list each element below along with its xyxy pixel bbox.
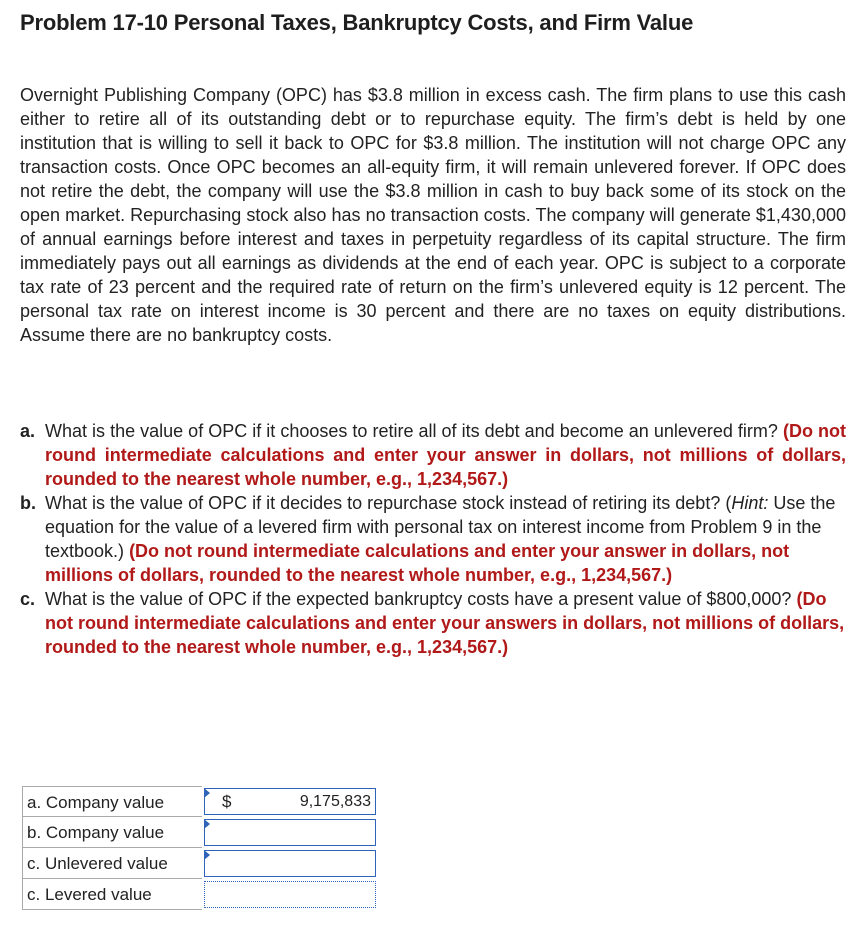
question-a-instruction: (Do not round intermediate calculations and enter your answer in dollars, not millions of dollars, rounded to the nearest whole number, e.g., 1,234,567.) — [45, 421, 846, 489]
answer-label-b-company-value: b. Company value — [22, 817, 202, 848]
question-b-letter: b. — [20, 493, 36, 513]
question-c — [20, 587, 846, 659]
answer-table — [22, 786, 378, 910]
question-b-body — [45, 491, 846, 587]
answer-input-b-company-value[interactable] — [237, 820, 373, 845]
question-c-body — [45, 587, 846, 659]
question-a-body — [45, 419, 846, 491]
answer-marker-icon — [204, 788, 210, 798]
question-c-instruction: (Do not round intermediate calculations and enter your answers in dollars, not millions of dollars, rounded to the nearest whole number, e.g., 1,234,567.) — [45, 589, 845, 657]
question-b-text: What is the value of OPC if it decides to repurchase stock instead of retiring its debt? ( — [45, 493, 732, 513]
answer-label-c-unlevered-value: c. Unlevered value — [22, 848, 202, 879]
answer-input-c-levered-value[interactable] — [237, 882, 373, 907]
answer-cell-c-unlevered-value — [204, 850, 376, 877]
answer-cell-c-levered-value — [204, 881, 376, 908]
answer-row-a-company-value — [22, 786, 378, 817]
answer-input-a-company-value[interactable] — [237, 789, 373, 814]
problem-statement: Overnight Publishing Company (OPC) has $3.8 million in excess cash. The firm plans to use this cash either to retire all of its outstanding debt or to repurchase equity. The firm’s debt is held by one institution that is willing to sell it back to OPC for $3.8 million. The institution will not charge OPC any transaction costs. Once OPC becomes an all-equity firm, it will remain unlevered forever. If OPC does not retire the debt, the company will use the $3.8 million in cash to buy back some of its stock on the open market. Repurchasing stock also has no transaction costs. The company will generate $1,430,000 of annual earnings before interest and taxes in perpetuity regardless of its capital structure. The firm immediately pays out all earnings as dividends at the end of each year. OPC is subject to a corporate tax rate of 23 percent and the required rate of return on the firm’s unlevered equity is 12 percent. The personal tax rate on interest income is 30 percent and there are no taxes on equity distributions. Assume there are no bankruptcy costs. — [20, 85, 846, 345]
question-a-letter: a. — [20, 421, 36, 441]
question-c-letter: c. — [20, 589, 36, 609]
answer-marker-icon — [204, 850, 210, 860]
question-a-text: What is the value of OPC if it chooses to retire all of its debt and become an unlevered firm? — [45, 421, 778, 441]
answer-cell-b-company-value — [204, 819, 376, 846]
answer-label-a-company-value: a. Company value — [22, 786, 202, 817]
question-b-hint-label: Hint: — [731, 493, 769, 513]
question-b-hint-text: Use the equation for the value of a levered firm with personal tax on interest income from Problem 9 in the textbook.) — [45, 493, 836, 561]
question-c-text: What is the value of OPC if the expected bankruptcy costs have a present value of $800,000? — [45, 589, 792, 609]
answer-input-c-unlevered-value[interactable] — [237, 851, 373, 876]
currency-symbol: $ — [222, 792, 232, 811]
question-b — [20, 491, 846, 587]
answer-row-c-unlevered-value — [22, 848, 378, 879]
answer-row-c-levered-value — [22, 879, 378, 910]
problem-title: Problem 17-10 Personal Taxes, Bankruptcy Costs, and Firm Value — [20, 10, 694, 35]
question-b-instruction: (Do not round intermediate calculations and enter your answer in dollars, not millions of dollars, rounded to the nearest whole number, e.g., 1,234,567.) — [45, 541, 790, 585]
answer-marker-icon — [204, 819, 210, 829]
answer-row-b-company-value — [22, 817, 378, 848]
answer-cell-a-company-value — [204, 788, 376, 815]
question-list — [20, 419, 846, 659]
question-a — [20, 419, 846, 491]
answer-label-c-levered-value: c. Levered value — [22, 879, 202, 910]
